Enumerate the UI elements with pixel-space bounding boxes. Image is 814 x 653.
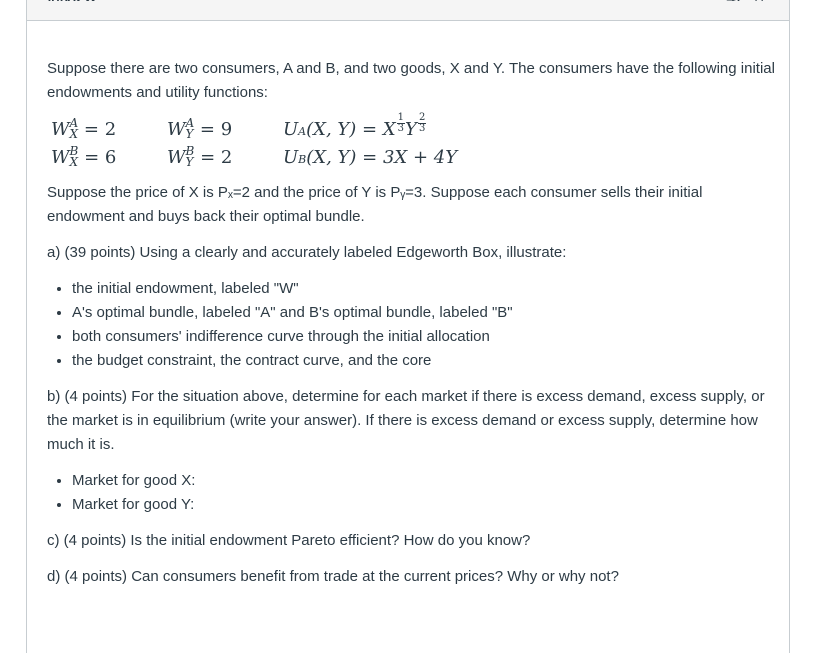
list-item: • both consumers' indifference curve through the initial allocation (72, 325, 777, 349)
endowment-wya-value: = 9 (199, 119, 233, 140)
list-item: • the budget constraint, the contract curve, and the core (72, 349, 777, 373)
part-c-prompt: c) (4 points) Is the initial endowment Pareto efficient? How do you know? (47, 532, 531, 549)
list-item: • A's optimal bundle, labeled "A" and B's optimal bundle, labeled "B" (72, 301, 777, 325)
question-card (26, 0, 790, 653)
utility-a: UA(X, Y) = X $\frac{1}{3}$ Y $\frac{2}{3}$ (283, 112, 426, 140)
utility-b-lhs: (X, Y) = 3X + 4Y (306, 147, 458, 168)
endowment-wyb: W B Y = 2 (167, 144, 233, 169)
utility-b: UB(X, Y) = 3X + 4Y (283, 147, 458, 168)
part-a-prompt: a) (39 points) Using a clearly and accurately labeled Edgeworth Box, illustrate: (47, 244, 567, 261)
endowment-wxa-value: = 2 (83, 119, 117, 140)
question-points (726, 0, 767, 1)
endowment-wxa: W A X = 2 (51, 116, 117, 141)
question-title (47, 0, 95, 1)
intro-text: Suppose there are two consumers, A and B, and two goods, X and Y. The consumers have the following initial endowments and utility functions: (47, 60, 775, 101)
list-item: • Market for good Y: (72, 493, 777, 517)
endowment-utility-equations (47, 112, 777, 173)
part-a-list (47, 277, 777, 373)
part-d-prompt: d) (4 points) Can consumers benefit from trade at the current prices? Why or why not? (47, 568, 619, 585)
price-text: Suppose the price of X is Pₓ=2 and the price of Y is Pᵧ=3. Suppose each consumer sells their initial endowment and buys back their optimal bundle. (47, 184, 703, 225)
endowment-wxb: W B X = 6 (51, 144, 117, 169)
endowment-wya: W A Y = 9 (167, 116, 233, 141)
part-b-list (47, 469, 777, 517)
utility-a-lhs: (X, Y) = (306, 119, 383, 140)
list-item: • Market for good X: (72, 469, 777, 493)
endowment-wxb-value: = 6 (84, 147, 117, 168)
question-body (47, 57, 777, 601)
part-b-prompt: b) (4 points) For the situation above, determine for each market if there is excess demand, excess supply, or the market is in equilibrium (write your answer). If there is excess demand or excess supply, determine how much it is. (47, 388, 765, 453)
question-header (27, 0, 789, 21)
list-item: • the initial endowment, labeled "W" (72, 277, 777, 301)
endowment-wyb-value: = 2 (200, 147, 233, 168)
